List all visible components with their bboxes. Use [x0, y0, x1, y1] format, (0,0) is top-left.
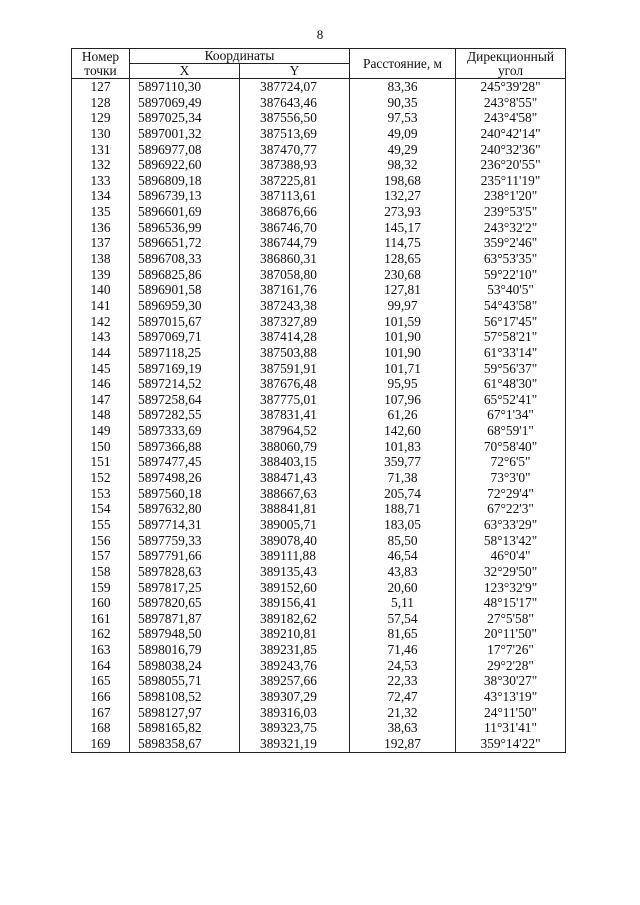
cell-distance: 101,90 [350, 345, 456, 361]
cell-distance: 5,11 [350, 595, 456, 611]
header-direction-angle [456, 49, 566, 79]
cell-distance: 61,26 [350, 407, 456, 423]
cell-distance: 188,71 [350, 501, 456, 517]
cell-point-number: 160 [72, 595, 130, 611]
cell-direction-angle: 57°58'21" [456, 329, 566, 345]
cell-x: 5897871,87 [130, 611, 240, 627]
cell-direction-angle: 245°39'28" [456, 79, 566, 95]
cell-x: 5896739,13 [130, 188, 240, 204]
cell-y: 389323,75 [240, 720, 350, 736]
cell-distance: 101,83 [350, 439, 456, 455]
table-row [72, 705, 566, 721]
cell-point-number: 165 [72, 673, 130, 689]
cell-x: 5897069,49 [130, 95, 240, 111]
cell-direction-angle: 63°33'29" [456, 517, 566, 533]
cell-direction-angle: 20°11'50" [456, 626, 566, 642]
cell-point-number: 146 [72, 376, 130, 392]
table-row [72, 611, 566, 627]
cell-direction-angle: 46°0'4" [456, 548, 566, 564]
cell-distance: 49,09 [350, 126, 456, 142]
table-row [72, 580, 566, 596]
cell-y: 387327,89 [240, 314, 350, 330]
cell-x: 5896809,18 [130, 173, 240, 189]
cell-direction-angle: 235°11'19" [456, 173, 566, 189]
cell-x: 5897632,80 [130, 501, 240, 517]
cell-distance: 95,95 [350, 376, 456, 392]
cell-direction-angle: 240°32'36" [456, 142, 566, 158]
header-coordinates: Координаты [130, 49, 350, 64]
cell-x: 5898165,82 [130, 720, 240, 736]
cell-point-number: 151 [72, 454, 130, 470]
cell-y: 387470,77 [240, 142, 350, 158]
cell-y: 387058,80 [240, 267, 350, 283]
cell-direction-angle: 238°1'20" [456, 188, 566, 204]
cell-direction-angle: 61°48'30" [456, 376, 566, 392]
cell-y: 387225,81 [240, 173, 350, 189]
cell-point-number: 168 [72, 720, 130, 736]
cell-x: 5897820,65 [130, 595, 240, 611]
cell-point-number: 147 [72, 392, 130, 408]
cell-x: 5897828,63 [130, 564, 240, 580]
table-row [72, 376, 566, 392]
cell-x: 5897069,71 [130, 329, 240, 345]
cell-point-number: 134 [72, 188, 130, 204]
table-row [72, 126, 566, 142]
table-row [72, 345, 566, 361]
cell-x: 5898055,71 [130, 673, 240, 689]
cell-point-number: 139 [72, 267, 130, 283]
cell-distance: 145,17 [350, 220, 456, 236]
cell-direction-angle: 67°1'34" [456, 407, 566, 423]
cell-y: 389182,62 [240, 611, 350, 627]
cell-x: 5896901,58 [130, 282, 240, 298]
table-row [72, 392, 566, 408]
cell-direction-angle: 63°53'35" [456, 251, 566, 267]
cell-point-number: 157 [72, 548, 130, 564]
table-row [72, 439, 566, 455]
table-row [72, 501, 566, 517]
cell-point-number: 169 [72, 736, 130, 752]
cell-direction-angle: 17°7'26" [456, 642, 566, 658]
cell-point-number: 133 [72, 173, 130, 189]
cell-point-number: 130 [72, 126, 130, 142]
cell-direction-angle: 58°13'42" [456, 533, 566, 549]
cell-distance: 83,36 [350, 79, 456, 95]
cell-y: 388667,63 [240, 486, 350, 502]
table-row [72, 298, 566, 314]
cell-x: 5896825,86 [130, 267, 240, 283]
cell-point-number: 167 [72, 705, 130, 721]
cell-x: 5898127,97 [130, 705, 240, 721]
cell-point-number: 166 [72, 689, 130, 705]
cell-y: 389321,19 [240, 736, 350, 752]
table-row [72, 564, 566, 580]
cell-point-number: 158 [72, 564, 130, 580]
header-y: Y [240, 64, 350, 79]
cell-x: 5896959,30 [130, 298, 240, 314]
cell-point-number: 141 [72, 298, 130, 314]
cell-y: 386746,70 [240, 220, 350, 236]
cell-direction-angle: 73°3'0" [456, 470, 566, 486]
header-point-line2: точки [84, 62, 117, 78]
cell-point-number: 148 [72, 407, 130, 423]
cell-point-number: 138 [72, 251, 130, 267]
cell-y: 389078,40 [240, 533, 350, 549]
cell-distance: 71,38 [350, 470, 456, 486]
cell-x: 5897560,18 [130, 486, 240, 502]
cell-y: 386860,31 [240, 251, 350, 267]
cell-y: 389210,81 [240, 626, 350, 642]
cell-distance: 127,81 [350, 282, 456, 298]
cell-distance: 230,68 [350, 267, 456, 283]
cell-y: 389156,41 [240, 595, 350, 611]
table-row [72, 673, 566, 689]
cell-distance: 101,59 [350, 314, 456, 330]
cell-point-number: 127 [72, 79, 130, 95]
cell-x: 5898358,67 [130, 736, 240, 752]
cell-direction-angle: 70°58'40" [456, 439, 566, 455]
cell-y: 387243,38 [240, 298, 350, 314]
table-row [72, 720, 566, 736]
cell-y: 387161,76 [240, 282, 350, 298]
cell-point-number: 153 [72, 486, 130, 502]
table-row [72, 110, 566, 126]
cell-distance: 101,90 [350, 329, 456, 345]
cell-x: 5897477,45 [130, 454, 240, 470]
cell-y: 387591,91 [240, 361, 350, 377]
cell-direction-angle: 27°5'58" [456, 611, 566, 627]
cell-y: 389111,88 [240, 548, 350, 564]
cell-y: 387556,50 [240, 110, 350, 126]
header-x: X [130, 64, 240, 79]
cell-point-number: 152 [72, 470, 130, 486]
cell-direction-angle: 65°52'41" [456, 392, 566, 408]
table-row [72, 282, 566, 298]
table-row [72, 486, 566, 502]
cell-y: 389152,60 [240, 580, 350, 596]
cell-direction-angle: 243°32'2" [456, 220, 566, 236]
page-number: 8 [316, 27, 324, 42]
cell-direction-angle: 61°33'14" [456, 345, 566, 361]
cell-distance: 90,35 [350, 95, 456, 111]
header-angle-line2: угол [497, 62, 524, 78]
cell-x: 5896536,99 [130, 220, 240, 236]
cell-direction-angle: 59°56'37" [456, 361, 566, 377]
cell-y: 389316,03 [240, 705, 350, 721]
cell-point-number: 140 [72, 282, 130, 298]
cell-distance: 21,32 [350, 705, 456, 721]
coordinates-table [71, 48, 566, 753]
cell-x: 5897498,26 [130, 470, 240, 486]
cell-y: 387388,93 [240, 157, 350, 173]
cell-point-number: 163 [72, 642, 130, 658]
cell-x: 5897001,32 [130, 126, 240, 142]
table-row [72, 251, 566, 267]
cell-x: 5898016,79 [130, 642, 240, 658]
cell-distance: 198,68 [350, 173, 456, 189]
cell-y: 387113,61 [240, 188, 350, 204]
table-row [72, 407, 566, 423]
cell-distance: 205,74 [350, 486, 456, 502]
cell-point-number: 128 [72, 95, 130, 111]
cell-y: 387775,01 [240, 392, 350, 408]
table-row [72, 267, 566, 283]
cell-y: 389005,71 [240, 517, 350, 533]
cell-point-number: 135 [72, 204, 130, 220]
cell-x: 5897025,34 [130, 110, 240, 126]
table-row [72, 517, 566, 533]
cell-y: 387414,28 [240, 329, 350, 345]
cell-point-number: 129 [72, 110, 130, 126]
cell-distance: 98,32 [350, 157, 456, 173]
cell-direction-angle: 56°17'45" [456, 314, 566, 330]
cell-direction-angle: 32°29'50" [456, 564, 566, 580]
table-row [72, 595, 566, 611]
cell-x: 5897791,66 [130, 548, 240, 564]
cell-x: 5896922,60 [130, 157, 240, 173]
cell-y: 387503,88 [240, 345, 350, 361]
cell-direction-angle: 123°32'9" [456, 580, 566, 596]
cell-point-number: 149 [72, 423, 130, 439]
cell-distance: 22,33 [350, 673, 456, 689]
cell-distance: 46,54 [350, 548, 456, 564]
table-row [72, 626, 566, 642]
cell-distance: 183,05 [350, 517, 456, 533]
cell-y: 389135,43 [240, 564, 350, 580]
cell-point-number: 164 [72, 658, 130, 674]
cell-y: 387964,52 [240, 423, 350, 439]
table-row [72, 470, 566, 486]
cell-distance: 85,50 [350, 533, 456, 549]
table-row [72, 423, 566, 439]
cell-point-number: 150 [72, 439, 130, 455]
cell-direction-angle: 240°42'14" [456, 126, 566, 142]
table-row [72, 533, 566, 549]
cell-x: 5897817,25 [130, 580, 240, 596]
cell-distance: 81,65 [350, 626, 456, 642]
cell-x: 5897118,25 [130, 345, 240, 361]
cell-point-number: 142 [72, 314, 130, 330]
table-row [72, 79, 566, 95]
cell-direction-angle: 72°6'5" [456, 454, 566, 470]
cell-x: 5896977,08 [130, 142, 240, 158]
table-row [72, 642, 566, 658]
cell-y: 387676,48 [240, 376, 350, 392]
cell-distance: 101,71 [350, 361, 456, 377]
table-row [72, 204, 566, 220]
cell-direction-angle: 72°29'4" [456, 486, 566, 502]
cell-point-number: 143 [72, 329, 130, 345]
cell-distance: 71,46 [350, 642, 456, 658]
cell-x: 5898108,52 [130, 689, 240, 705]
table-row [72, 235, 566, 251]
cell-distance: 107,96 [350, 392, 456, 408]
table-row [72, 454, 566, 470]
header-angle-line1: Дирекционный [467, 48, 554, 64]
cell-x: 5898038,24 [130, 658, 240, 674]
table-row [72, 188, 566, 204]
cell-y: 387643,46 [240, 95, 350, 111]
cell-y: 389257,66 [240, 673, 350, 689]
cell-distance: 192,87 [350, 736, 456, 752]
cell-distance: 114,75 [350, 235, 456, 251]
cell-y: 387513,69 [240, 126, 350, 142]
cell-direction-angle: 239°53'5" [456, 204, 566, 220]
cell-x: 5897282,55 [130, 407, 240, 423]
cell-y: 388060,79 [240, 439, 350, 455]
cell-point-number: 154 [72, 501, 130, 517]
table-row [72, 142, 566, 158]
cell-x: 5897110,30 [130, 79, 240, 95]
cell-distance: 132,27 [350, 188, 456, 204]
cell-direction-angle: 359°14'22" [456, 736, 566, 752]
cell-x: 5897366,88 [130, 439, 240, 455]
cell-x: 5897333,69 [130, 423, 240, 439]
cell-x: 5897214,52 [130, 376, 240, 392]
cell-direction-angle: 29°2'28" [456, 658, 566, 674]
cell-x: 5897714,31 [130, 517, 240, 533]
table-row [72, 95, 566, 111]
cell-direction-angle: 53°40'5" [456, 282, 566, 298]
header-point-line1: Номер [81, 48, 120, 64]
cell-direction-angle: 359°2'46" [456, 235, 566, 251]
cell-point-number: 156 [72, 533, 130, 549]
cell-x: 5896601,69 [130, 204, 240, 220]
cell-distance: 49,29 [350, 142, 456, 158]
cell-x: 5896708,33 [130, 251, 240, 267]
table-row [72, 689, 566, 705]
cell-distance: 57,54 [350, 611, 456, 627]
cell-y: 388841,81 [240, 501, 350, 517]
cell-direction-angle: 68°59'1" [456, 423, 566, 439]
cell-y: 387831,41 [240, 407, 350, 423]
cell-point-number: 162 [72, 626, 130, 642]
cell-point-number: 145 [72, 361, 130, 377]
cell-point-number: 137 [72, 235, 130, 251]
cell-direction-angle: 54°43'58" [456, 298, 566, 314]
cell-point-number: 159 [72, 580, 130, 596]
table-row [72, 658, 566, 674]
cell-y: 387724,07 [240, 79, 350, 95]
cell-point-number: 132 [72, 157, 130, 173]
cell-direction-angle: 48°15'17" [456, 595, 566, 611]
cell-y: 388403,15 [240, 454, 350, 470]
cell-distance: 97,53 [350, 110, 456, 126]
table-row [72, 220, 566, 236]
cell-x: 5897759,33 [130, 533, 240, 549]
cell-distance: 24,53 [350, 658, 456, 674]
cell-y: 389307,29 [240, 689, 350, 705]
cell-distance: 43,83 [350, 564, 456, 580]
table-row [72, 548, 566, 564]
cell-point-number: 155 [72, 517, 130, 533]
cell-direction-angle: 236°20'55" [456, 157, 566, 173]
cell-direction-angle: 243°8'55" [456, 95, 566, 111]
cell-direction-angle: 67°22'3" [456, 501, 566, 517]
cell-distance: 72,47 [350, 689, 456, 705]
table-body [72, 79, 566, 753]
cell-x: 5897015,67 [130, 314, 240, 330]
cell-distance: 99,97 [350, 298, 456, 314]
cell-direction-angle: 24°11'50" [456, 705, 566, 721]
cell-y: 389231,85 [240, 642, 350, 658]
cell-x: 5896651,72 [130, 235, 240, 251]
cell-y: 386876,66 [240, 204, 350, 220]
cell-distance: 38,63 [350, 720, 456, 736]
header-point-number [72, 49, 130, 79]
cell-direction-angle: 243°4'58" [456, 110, 566, 126]
cell-point-number: 161 [72, 611, 130, 627]
cell-point-number: 144 [72, 345, 130, 361]
header-distance: Расстояние, м [350, 49, 456, 79]
cell-y: 388471,43 [240, 470, 350, 486]
table-row [72, 157, 566, 173]
cell-distance: 20,60 [350, 580, 456, 596]
cell-y: 386744,79 [240, 235, 350, 251]
cell-distance: 142,60 [350, 423, 456, 439]
cell-direction-angle: 38°30'27" [456, 673, 566, 689]
cell-direction-angle: 11°31'41" [456, 720, 566, 736]
cell-x: 5897258,64 [130, 392, 240, 408]
cell-x: 5897169,19 [130, 361, 240, 377]
table-row [72, 314, 566, 330]
table-row [72, 329, 566, 345]
cell-y: 389243,76 [240, 658, 350, 674]
cell-x: 5897948,50 [130, 626, 240, 642]
cell-point-number: 131 [72, 142, 130, 158]
table-row [72, 361, 566, 377]
cell-direction-angle: 43°13'19" [456, 689, 566, 705]
table-row [72, 736, 566, 752]
cell-distance: 359,77 [350, 454, 456, 470]
cell-direction-angle: 59°22'10" [456, 267, 566, 283]
cell-point-number: 136 [72, 220, 130, 236]
cell-distance: 128,65 [350, 251, 456, 267]
cell-distance: 273,93 [350, 204, 456, 220]
table-row [72, 173, 566, 189]
